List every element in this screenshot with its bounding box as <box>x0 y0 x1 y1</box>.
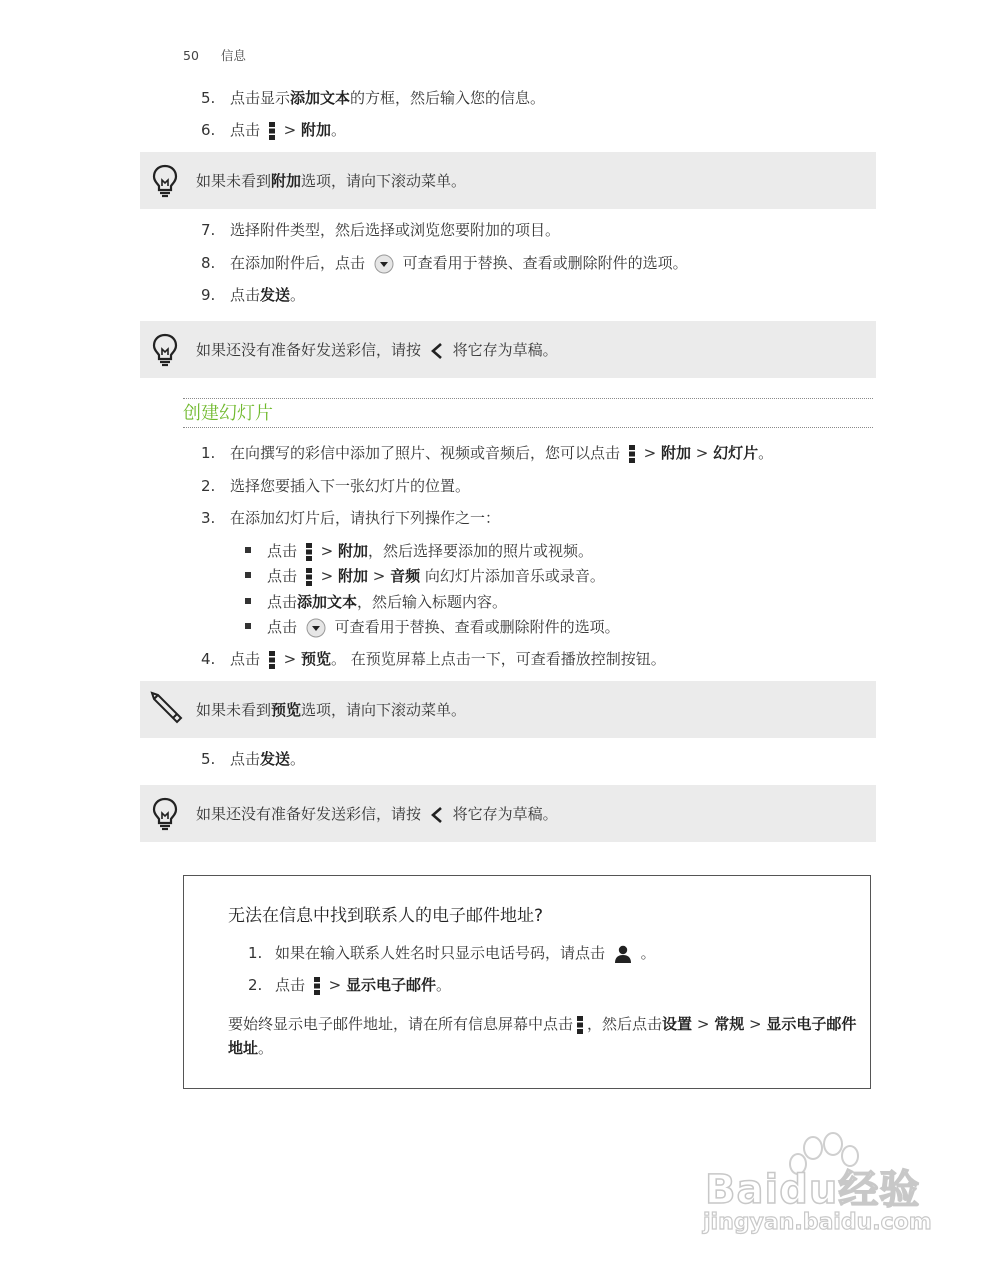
separator: > <box>328 976 342 994</box>
step-text: 。 <box>290 286 306 304</box>
more-menu-icon <box>269 122 275 140</box>
tip-note-4 <box>140 785 876 842</box>
more-menu-icon <box>269 651 275 669</box>
ui-term: 预览 <box>300 650 331 668</box>
watermark-brand <box>705 1158 920 1215</box>
step-text: 点击 <box>230 650 261 668</box>
step-text: 。 <box>330 121 346 139</box>
step-5-top <box>201 88 545 108</box>
bullet-text: ，然后输入标题内容。 <box>357 593 508 611</box>
slides-step-5 <box>201 749 305 769</box>
ui-term: 发送 <box>260 750 291 768</box>
note-text <box>196 171 466 191</box>
step-number: 1. <box>201 444 216 462</box>
step-6-top <box>201 120 346 140</box>
step-text: 点击显示 <box>230 89 291 107</box>
tip-note-2 <box>140 321 876 378</box>
separator: > <box>748 1015 762 1033</box>
watermark-brand-part: 经验 <box>838 1167 921 1213</box>
back-icon <box>430 342 444 360</box>
bullet-text: ，然后选择要添加的照片或视频。 <box>367 542 593 560</box>
faq-step-2 <box>248 975 451 995</box>
step-number: 1. <box>248 944 263 962</box>
slides-step-2 <box>201 476 470 496</box>
bullet-text: 点击 <box>267 593 298 611</box>
note-text-part: 选项，请向下滚动菜单。 <box>301 701 467 719</box>
note-text-part: 将它存为草稿。 <box>452 805 558 823</box>
step-number: 2. <box>201 477 216 495</box>
bullet-dot <box>245 598 251 604</box>
step-9 <box>201 285 305 305</box>
step-8 <box>201 253 688 274</box>
ui-term: 音频 <box>390 567 421 585</box>
page-number: 50 <box>183 48 199 63</box>
step-text: 。 在预览屏幕上点击一下，可查看播放控制按钮。 <box>330 650 666 668</box>
separator: > <box>372 567 386 585</box>
more-menu-icon <box>306 568 312 586</box>
bullet-4 <box>245 617 620 638</box>
slides-step-1 <box>201 443 773 463</box>
step-text: 选择您要插入下一张幻灯片的位置。 <box>230 477 471 495</box>
more-menu-icon <box>314 977 320 995</box>
chapter-title: 信息 <box>220 48 246 63</box>
section-rule-bottom <box>183 427 873 428</box>
ui-term: 添加文本 <box>297 593 358 611</box>
ui-term: 设置 <box>662 1015 693 1033</box>
separator: > <box>283 121 297 139</box>
bullet-1 <box>245 541 593 561</box>
bullet-dot <box>245 623 251 629</box>
ui-term: 发送 <box>260 286 291 304</box>
separator: > <box>283 650 297 668</box>
step-text: 在添加幻灯片后，请执行下列操作之一： <box>230 509 501 527</box>
lightbulb-icon <box>152 333 178 367</box>
separator: > <box>320 567 334 585</box>
step-number: 6. <box>201 121 216 139</box>
section-rule-top <box>183 398 873 399</box>
bullet-text: 点击 <box>267 618 298 636</box>
step-text: 可查看用于替换、查看或删除附件的选项。 <box>402 254 688 272</box>
note-text <box>196 804 558 824</box>
step-text: 在向撰写的彩信中添加了照片、视频或音频后，您可以点击 <box>230 444 621 462</box>
step-text: 点击 <box>230 286 261 304</box>
ui-term: 常规 <box>714 1015 745 1033</box>
ui-term: 附加 <box>337 542 368 560</box>
step-text: 。 <box>758 444 774 462</box>
separator: > <box>696 1015 710 1033</box>
bullet-text: 点击 <box>267 542 298 560</box>
more-menu-icon <box>306 543 312 561</box>
separator: > <box>643 444 657 462</box>
step-number: 7. <box>201 221 216 239</box>
ui-term: 幻灯片 <box>713 444 759 462</box>
pencil-note <box>140 681 876 738</box>
ui-term: 附加 <box>300 121 331 139</box>
step-text: 。 <box>435 976 451 994</box>
step-text: 的方框，然后输入您的信息。 <box>350 89 546 107</box>
para-text: 。 <box>258 1039 274 1057</box>
more-menu-icon <box>629 445 635 463</box>
step-number: 8. <box>201 254 216 272</box>
pencil-icon <box>148 689 184 725</box>
step-number: 9. <box>201 286 216 304</box>
note-text-part: 选项，请向下滚动菜单。 <box>301 172 467 190</box>
person-icon <box>614 945 632 963</box>
note-text-part: 如果未看到 <box>196 701 272 719</box>
ui-term: 附加 <box>660 444 691 462</box>
para-text: ，然后点击 <box>587 1015 663 1033</box>
bullet-2 <box>245 566 605 586</box>
ui-term: 显示电子邮件地址 <box>228 1015 857 1057</box>
step-number: 3. <box>201 509 216 527</box>
note-text <box>196 700 466 720</box>
ui-term: 添加文本 <box>290 89 351 107</box>
step-number: 5. <box>201 750 216 768</box>
note-text <box>196 340 558 360</box>
tip-note-1 <box>140 152 876 209</box>
bullet-dot <box>245 547 251 553</box>
step-text: 在添加附件后，点击 <box>230 254 366 272</box>
step-text: 。 <box>640 944 656 962</box>
faq-paragraph <box>228 1012 858 1060</box>
step-text: 点击 <box>275 976 306 994</box>
step-text: 。 <box>290 750 306 768</box>
slides-step-4 <box>201 649 666 669</box>
bullet-dot <box>245 572 251 578</box>
step-text: 选择附件类型，然后选择或浏览您要附加的项目。 <box>230 221 561 239</box>
note-text-part: 如果还没有准备好发送彩信，请按 <box>196 805 422 823</box>
bullet-3 <box>245 592 507 612</box>
back-icon <box>430 806 444 824</box>
separator: > <box>320 542 334 560</box>
note-text-part: 如果未看到 <box>196 172 272 190</box>
watermark-url: jingyan.baidu.com <box>703 1210 932 1235</box>
watermark-brand-part: Bai <box>705 1167 780 1213</box>
watermark-brand-part: du <box>779 1167 839 1213</box>
ui-term: 附加 <box>271 172 302 190</box>
dropdown-circle-icon <box>374 254 394 274</box>
ui-term: 附加 <box>337 567 368 585</box>
step-number: 5. <box>201 89 216 107</box>
ui-term: 显示电子邮件 <box>345 976 436 994</box>
bullet-text: 向幻灯片添加音乐或录音。 <box>424 567 605 585</box>
para-text: 要始终显示电子邮件地址，请在所有信息屏幕中点击 <box>228 1015 574 1033</box>
faq-box <box>183 875 871 1089</box>
faq-step-1 <box>248 943 656 963</box>
page-header <box>183 46 264 64</box>
ui-term: 预览 <box>271 701 302 719</box>
step-text: 点击 <box>230 121 261 139</box>
step-number: 4. <box>201 650 216 668</box>
lightbulb-icon <box>152 797 178 831</box>
bullet-text: 可查看用于替换、查看或删除附件的选项。 <box>334 618 620 636</box>
more-menu-icon <box>577 1016 583 1034</box>
slides-step-3 <box>201 508 500 528</box>
bullet-text: 点击 <box>267 567 298 585</box>
section-title: 创建幻灯片 <box>183 403 273 424</box>
note-text-part: 将它存为草稿。 <box>452 341 558 359</box>
step-number: 2. <box>248 976 263 994</box>
lightbulb-icon <box>152 164 178 198</box>
dropdown-circle-icon <box>306 618 326 638</box>
separator: > <box>695 444 709 462</box>
faq-title: 无法在信息中找到联系人的电子邮件地址? <box>228 906 544 926</box>
step-7 <box>201 220 560 240</box>
step-text: 点击 <box>230 750 261 768</box>
note-text-part: 如果还没有准备好发送彩信，请按 <box>196 341 422 359</box>
step-text: 如果在输入联系人姓名时只显示电话号码，请点击 <box>275 944 606 962</box>
